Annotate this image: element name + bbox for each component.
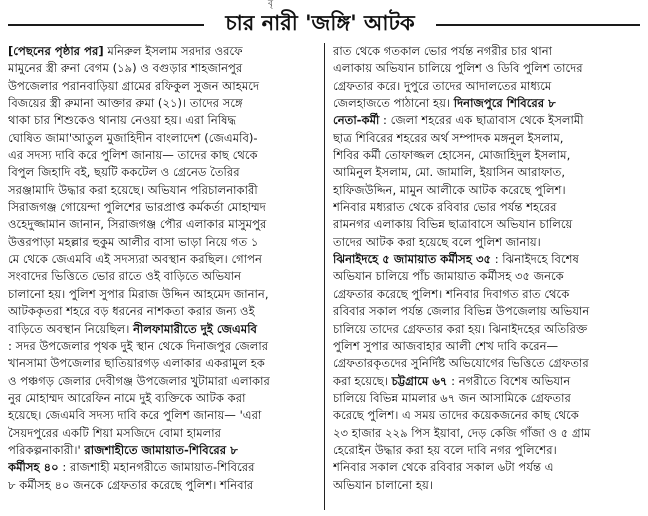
- body-text: উপজেলার পরানবাড়িয়া গ্রামের রফিকুল সুজন আহমদে: [8, 78, 260, 93]
- text-line: [333, 268, 643, 285]
- cut-off-text: বৃ: [268, 0, 274, 9]
- text-line: [333, 407, 643, 424]
- text-line: [333, 355, 643, 372]
- bold-subheading: নেতা-কর্মী: [333, 113, 380, 128]
- body-text: সরঞ্জামাদি উদ্ধার করা হয়েছে। অভিযান পরিচালনাকারী: [8, 182, 258, 197]
- body-text: ঘোষিত জামা'আতুল মুজাহিদীন বাংলাদেশ (জেএমবি)-: [8, 130, 258, 145]
- body-text: বিপুল জিহাদি বই, ছয়টি ককটেল ও গ্রেনেড তৈরির: [8, 165, 240, 180]
- body-text: সংবাদের ভিত্তিতে ভোর রাতে ওই বাড়িতে অভিযান: [8, 269, 242, 284]
- top-edge: [0, 0, 648, 4]
- text-line: [333, 321, 643, 338]
- text-line: [8, 78, 318, 95]
- body-text: এর সদস্য দাবি করে পুলিশ জানায়— তাদের কাছ থেকে: [8, 148, 258, 163]
- text-line: [8, 303, 318, 320]
- text-line: [8, 95, 318, 112]
- headline-rule-right: [436, 24, 640, 26]
- bold-subheading: দিনাজপুরে শিবিরের ৮: [453, 96, 556, 111]
- body-text: শিবির কর্মী তোফাজ্জল হোসেন, মোজাহিদুল ইসলাম,: [333, 148, 571, 163]
- text-line: [333, 216, 643, 233]
- bold-subheading: নীলফামারীতে দুই জেএমবি: [133, 321, 257, 336]
- text-line: [8, 234, 318, 251]
- text-line: [333, 477, 643, 494]
- article-column-left: [8, 43, 318, 494]
- text-line: [8, 477, 318, 494]
- text-line: [8, 425, 318, 442]
- body-text: ৮ কর্মীসহ ৪০ জনকে গ্রেফতার করেছে পুলিশ। শনিবার: [8, 477, 254, 492]
- body-text: অভিযান চালিয়ে পাঁচ জামায়াত কর্মীসহ ৩৫ জনকে: [333, 269, 564, 284]
- body-text: রবিবার সকাল পর্যন্ত জেলার বিভিন্ন উপজেলায় অভিযান: [333, 304, 590, 319]
- body-text: : সদর উপজেলার পৃথক দুই স্থান থেকে দিনাজপুর জেলার: [8, 338, 269, 353]
- text-line: [333, 338, 643, 355]
- body-text: এলাকায় অভিযান চালিয়ে পুলিশ ও ডিবি পুলিশ তাদের: [333, 61, 583, 76]
- text-line: [8, 286, 318, 303]
- body-text: : জেলা শহরের এক ছাত্রাবাস থেকে ইসলামী: [379, 113, 584, 128]
- body-text: চালিয়ে বিভিন্ন মামলার ৬৭ জন আসামিকে গ্রেফতার: [333, 390, 571, 405]
- bold-subheading: চট্টগ্রামে ৬৭: [391, 373, 448, 388]
- text-line: [333, 286, 643, 303]
- body-text: মামুনের স্ত্রী রুনা বেগম (১৯) ও বগুড়ার শাহজানপুর: [8, 61, 243, 76]
- body-text: ও পঞ্চগড় জেলার দেবীগঞ্জ উপজেলার খুটামারা এলাকার: [8, 373, 270, 388]
- article-column-right: [333, 43, 643, 494]
- text-line: [333, 442, 643, 459]
- text-line: [333, 425, 643, 442]
- body-text: আটককৃতরা শহরে বড় ধরনের নাশকতা করার জন্য ওই: [8, 304, 255, 319]
- body-text: বিজয়ের স্ত্রী রুমানা আক্তার রুমা (২১)। তাদের সঙ্গে: [8, 96, 243, 111]
- text-line: [8, 407, 318, 424]
- body-text: গ্রেফতারকৃতদের সুনির্দিষ্ট অভিযোগের ভিত্তিতে গ্রেফতার: [333, 356, 589, 371]
- body-text: : ঝিনাইদহে বিশেষ: [491, 252, 579, 267]
- column-divider: [324, 43, 325, 510]
- body-text: মে থেকে জেএমবি এই সদস্যরা অবস্থান করছিল। গোপন: [8, 252, 262, 267]
- text-line: [8, 459, 318, 476]
- body-text: : রাজশাহী মহানগরীতে জামায়াত-শিবিরের: [58, 460, 255, 475]
- bold-subheading: রাজশাহীতে জামায়াত-শিবিরের ৮: [84, 442, 238, 457]
- text-line: [8, 112, 318, 129]
- bold-subheading: কর্মীসহ ৪০: [8, 460, 59, 475]
- body-text: : নগরীতে বিশেষ অভিযান: [447, 373, 571, 388]
- body-text: গ্রেফতার করেছে পুলিশ। শনিবার দিবাগত রাত থেকে: [333, 286, 570, 301]
- text-line: [8, 390, 318, 407]
- text-line: [333, 251, 643, 268]
- text-line: [333, 182, 643, 199]
- text-line: [333, 234, 643, 251]
- text-line: [8, 355, 318, 372]
- body-text: হাফিজউদ্দিন, মামুন আলীকে আটক করেছে পুলিশ।: [333, 182, 566, 197]
- body-text: মনিরুল ইসলাম সরদার ওরফে: [103, 44, 243, 58]
- body-text: ২৩ হাজার ২২৯ পিস ইয়াবা, দেড় কেজি গাঁজা ও ৫ গ্রাম: [333, 425, 591, 440]
- body-text: অভিযান চালানো হয়।: [333, 477, 433, 492]
- text-line: [8, 164, 318, 181]
- body-text: করেছে পুলিশ। এ সময় তাদের কয়েকজনের কাছ থেকে: [333, 408, 579, 423]
- body-text: উত্তরপাড়া মহল্লার হুকুম আলীর বাসা ভাড়া নিয়ে গত ১: [8, 234, 259, 249]
- text-line: [8, 147, 318, 164]
- body-text: শনিবার মধ্যরাত থেকে রবিবার ভোর পর্যন্ত শহরের: [333, 200, 557, 215]
- body-text: শনিবার সকাল থেকে রবিবার সকাল ৬টা পর্যন্ত এ: [333, 460, 554, 475]
- body-text: ছাত্র শিবিরের শহরের অর্থ সম্পাদক মঙ্গনুল ইসলাম,: [333, 130, 564, 145]
- text-line: [8, 268, 318, 285]
- body-text: হেরোইন উদ্ধার করা হয় বলে দাবি নগর পুলিশের।: [333, 442, 557, 457]
- body-text: চালানো হয়। পুলিশ সুপার মিরাজ উদ্দিন আহমেদ জানান,: [8, 286, 269, 301]
- text-line: [333, 60, 643, 77]
- body-text: ওহেদুজ্জামান জানান, সিরাজগঞ্জ পৌর এলাকার মাসুমপুর: [8, 217, 267, 232]
- body-text: করা হয়েছে।: [333, 373, 392, 388]
- text-line: [8, 321, 318, 338]
- text-line: [8, 251, 318, 268]
- body-text: হয়েছে। জেএমবি সদস্য দাবি করে পুলিশ জানায়— 'এরা: [8, 408, 262, 423]
- text-line: [8, 60, 318, 77]
- body-text: থাকা চার শিশুকেও থানায় নেওয়া হয়। এরা নিষিদ্ধ: [8, 113, 237, 128]
- headline-bar: [0, 9, 648, 39]
- headline-rule-left: [8, 24, 204, 26]
- body-text: রামনগর এলাকায় বিভিন্ন ছাত্রাবাসে অভিযান চালিয়ে: [333, 217, 573, 232]
- bold-subheading: ঝিনাইদহে ৫ জামায়াত কর্মীসহ ৩৫: [333, 252, 492, 267]
- text-line: [333, 78, 643, 95]
- body-text: আমিনুল ইসলাম, মো. জামালি, ইয়াসিন আরাফাত,: [333, 165, 566, 180]
- text-line: [333, 43, 643, 60]
- body-text: খানসামা উপজেলার ছাতিয়ারগড় এলাকার একরামুল হক: [8, 356, 265, 371]
- text-line: [8, 373, 318, 390]
- text-line: [333, 459, 643, 476]
- text-line: [8, 182, 318, 199]
- body-text: নুর মোহাম্মদ আরেফিন নামে দুই ব্যক্তিকে আটক করা: [8, 390, 246, 405]
- text-line: [333, 147, 643, 164]
- headline: চার নারী 'জঙ্গি' আটক: [225, 11, 415, 35]
- body-text: সৈয়দপুরের একটি শিয়া মসজিদে বোমা হামলার: [8, 425, 222, 440]
- text-line: [333, 130, 643, 147]
- text-line: [333, 164, 643, 181]
- text-line: [8, 130, 318, 147]
- bold-subheading: [পেছনের পৃষ্ঠার পর]: [8, 44, 104, 58]
- text-line: [8, 442, 318, 459]
- text-line: [8, 216, 318, 233]
- body-text: সিরাজগঞ্জ গোয়েন্দা পুলিশের ভারপ্রাপ্ত কর্মকর্তা মোহাম্মদ: [8, 200, 266, 215]
- text-line: [333, 303, 643, 320]
- text-line: [333, 95, 643, 112]
- body-text: চালিয়ে তাদের গ্রেফতার করা হয়। ঝিনাইদহের অতিরিক্ত: [333, 321, 588, 336]
- text-line: [8, 338, 318, 355]
- body-text: বাড়িতে অবস্থান নিয়েছিল।: [8, 321, 134, 336]
- text-line: [333, 199, 643, 216]
- body-text: পরিকল্পনাকারী।': [8, 442, 85, 457]
- text-line: [333, 390, 643, 407]
- text-line: [8, 199, 318, 216]
- text-line: [8, 43, 318, 60]
- text-line: [333, 112, 643, 129]
- body-text: পুলিশ সুপার আজবাহার আলী শেখ দাবি করেন—: [333, 338, 559, 353]
- body-text: রাত থেকে গতকাল ভোর পর্যন্ত নগরীর চার থানা: [333, 44, 552, 58]
- body-text: গ্রেফতার করে। দুপুরে তাদের আদালতের মাধ্যমে: [333, 78, 552, 93]
- body-text: তাদের আটক করা হয়েছে বলে পুলিশ জানায়।: [333, 234, 541, 249]
- body-text: জেলহাজতে পাঠানো হয়।: [333, 96, 454, 111]
- text-line: [333, 373, 643, 390]
